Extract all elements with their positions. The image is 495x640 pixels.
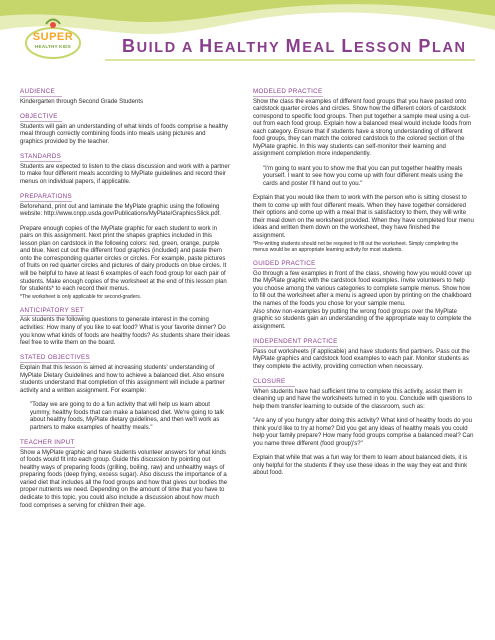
logo-text-super: SUPER: [32, 31, 74, 43]
quote-text: "I'm going to want you to show me that you can put together healthy meals yourself. I want to see how you come up with four different meals using the cards and poster I'll hand out to you.": [263, 165, 463, 187]
section-text: Explain that you would like them to work with the person who is sitting closest to them to come up with four different meals. When they have together considered their options and come up with a meal that is satisfactory to them, they will write their meal down on the worksheet provided. When they have completed four menu ideas and written them down on the worksheet, they have finished the assignment.: [253, 195, 474, 239]
section-heading: INDEPENDENT PRACTICE: [253, 338, 338, 347]
section-text: Also show non-examples by putting the wrong food groups over the MyPlate graphic so students gain an understanding of the appropriate way to complete the assignment.: [253, 308, 472, 330]
section-audience: [20, 88, 230, 106]
section-stated-objectives: [20, 354, 230, 432]
section-guided-practice: [253, 260, 474, 331]
section-text: Kindergarten through Second Grade Students: [20, 98, 144, 105]
left-column: [20, 88, 230, 517]
section-closure: [253, 378, 474, 478]
section-text: Beforehand, print out and laminate the MyPlate graphic using the following website: http://www.cnpp.usda.gov/Publications/MyPlate/GraphicsSlick.pdf.: [20, 203, 221, 218]
section-heading: CLOSURE: [253, 378, 295, 387]
section-text: Explain that this lesson is aimed at increasing students' understanding of MyPlate Dietary Guidelines and how to achieve a balanced diet. Also ensure students understand that completion of this assignment will include a partner activity and a written assignment. For example:: [20, 365, 225, 394]
section-text: Ask students the following questions to generate interest in the coming activities: How many of you like to eat food? What is your favorite dinner? Do you know what kinds of foods are healthy foods? As students share their ideas feel free to write them on the board.: [20, 317, 230, 347]
section-heading: PREPARATIONS: [20, 193, 72, 202]
section-anticipatory-set: [20, 307, 230, 348]
quote-text: "Are any of you hungry after doing this activity? What kind of healthy foods do you think you'd like to try at home? Did you get any ideas of healthy meals you could help your family prepare? How many food groups comprise a balanced meal? Can you name three different (food group)'s?": [253, 418, 474, 447]
section-heading: MODELED PRACTICE: [253, 88, 323, 97]
page-title: BUILD A HEALTHY MEAL LESSON PLAN: [122, 36, 467, 56]
section-heading: STANDARDS: [20, 153, 62, 162]
section-text: Students will gain an understanding of what kinds of foods comprise a healthy meal through correctly combining foods into meals using pictures and graphics provided by the teacher.: [20, 123, 229, 145]
section-text: When students have had sufficient time to complete this activity, assist them in cleaning up and have the worksheets turned in to you. Conclude with questions to help them transfer learning to outside of the classroom, such as:: [253, 388, 472, 410]
footnote: *The worksheet is only applicable for second-graders.: [20, 293, 142, 300]
quote-text: "Today we are going to do a fun activity that will help us learn about yummy, healthy foods that can make a balanced diet. We're going to talk about healthy foods, MyPlate dietary guidelines, and then we'll work as partners to make examples of healthy meals.": [30, 402, 224, 431]
section-heading: AUDIENCE: [20, 88, 62, 97]
section-text: Show the class the examples of different food groups that you have pasted onto cardstock quarter circles and circles. Show how the different colors of cardstock correspond to specific food groups. Then put together a sample meal using a cut-out from each food group. Explain how a balanced meal would include foods from each category. Ensure that if students have a strong understanding of different food groups, they can match the colored cardstock to the colored section of the MyPlate graphic. In this way students can self-monitor their learning and assignment completion more independently.: [253, 98, 472, 158]
section-heading: OBJECTIVE: [20, 113, 62, 122]
section-heading: TEACHER INPUT: [20, 439, 75, 448]
right-column: [253, 88, 474, 485]
section-preparations: [20, 193, 230, 300]
section-text: Prepare enough copies of the MyPlate graphic for each student to work in pairs on this assignment. Next print the shapes graphics included in this lesson plan on cardstock in the following colors: red, green, orange, purple and blue. Next cut out the different food graphics (included) and paste them onto the corresponding quarter circles or circles. For example, paste pictures of fruits on red quarter circles and pictures of dairy products on blue circles. It will be helpful to have at least 6 examples of each food group for each pair of students. Make enough copies of the worksheet at the end of this lesson plan for students* to each record their menus.: [20, 225, 227, 293]
section-objective: [20, 113, 230, 146]
logo-text-healthy-kids: HEALTHY KIDS: [35, 44, 71, 49]
header-banner: [0, 0, 495, 72]
section-text: Explain that while that was a fun way for them to learn about balanced diets, it is only helpful for the students if they use these ideas in the way they eat and think about food.: [253, 455, 468, 477]
section-modeled-practice: [253, 88, 474, 253]
footnote: *Pre-writing students should not be required to fill out the worksheet. Simply completing the menus would be an appropriate learning activity for most students.: [253, 240, 459, 253]
section-teacher-input: [20, 439, 230, 510]
section-independent-practice: [253, 338, 474, 371]
section-text: Show a MyPlate graphic and have students volunteer answers for what kinds of foods would fit into each group. Guide this discussion by pointing out healthy ways of preparing foods (grilling, boiling, raw) and unhealthy ways of preparing foods (deep frying, excess sugar). Also discuss the importance of a varied diet that includes all the food groups and how that gives our bodies the proper nutrients we need. Depending on the amount of time that you have to dedicate to this topic, you could also include a discussion about how much food comprises a serving for children their age.: [20, 449, 228, 509]
section-text: Go through a few examples in front of the class, showing how you would cover up the MyPlate graphic with the cardstock food examples. Invite volunteers to help you choose among the various categories to complete sample menus. Show how to fill out the worksheet after a menu is agreed upon by printing on the chalkboard the names of the foods you chose for your sample menu.: [253, 270, 472, 307]
section-heading: GUIDED PRACTICE: [253, 260, 316, 269]
section-heading: STATED OBJECTIVES: [20, 354, 90, 363]
section-standards: [20, 153, 230, 186]
section-text: Students are expected to listen to the class discussion and work with a partner to make four different meals according to MyPlate guidelines and record their menus on individual papers, if applicable.: [20, 163, 230, 185]
section-heading: ANTICIPATORY SET: [20, 307, 84, 316]
super-healthy-kids-logo: [24, 16, 82, 60]
section-text: Pass out worksheets (if applicable) and have students find partners. Pass out the MyPlate graphics and cardstock food examples to each pair. Monitor students as they complete the activity, providing correction when necessary.: [253, 348, 470, 370]
